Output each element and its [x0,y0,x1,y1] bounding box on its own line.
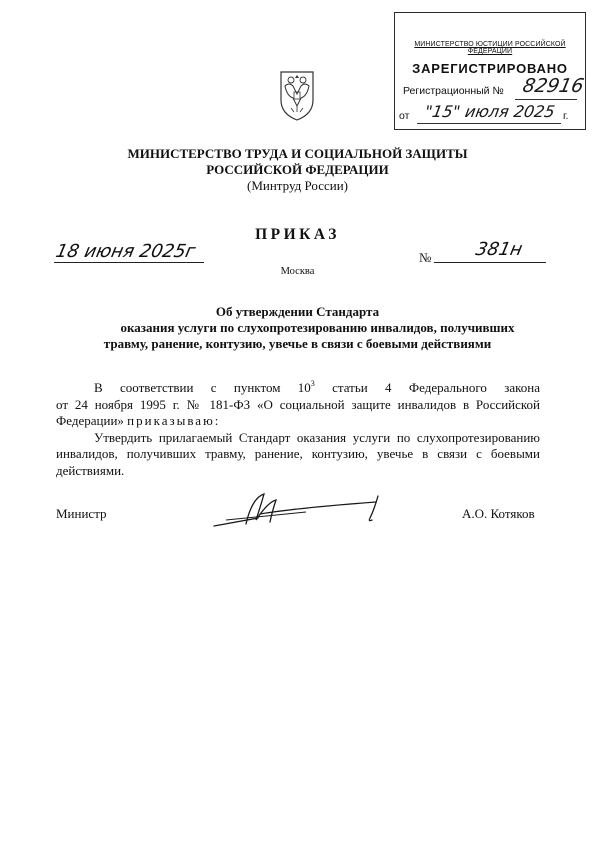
stamp-registered: ЗАРЕГИСТРИРОВАНО [412,61,568,76]
order-title-line3: травму, ранение, контузию, увечье в связи с боевыми действиями [103,336,492,351]
stamp-date-suffix: г. [563,110,569,122]
ministry-short-name: (Минтруд России) [246,178,349,193]
stamp-reg-number: 82916 [520,75,586,97]
stamp-date-prefix: от [399,110,410,122]
order-date: 18 июня 2025г [53,241,198,262]
superscript: 3 [310,379,315,388]
stamp-ministry: МИНИСТЕРСТВО ЮСТИЦИИ РОССИЙСКОЙ ФЕДЕРАЦИИ [414,41,566,55]
registration-stamp [394,12,586,130]
stamp-reg-label: Регистрационный № [403,85,504,97]
order-title-line2: оказания услуги по слухопротезированию инвалидов, получивших [120,320,515,335]
ministry-name-line1: МИНИСТЕРСТВО ТРУДА И СОЦИАЛЬНОЙ ЗАЩИТЫ [127,146,468,161]
body-paragraph-2-line2: инвалидов, получивших травму, ранение, контузию, увечье в связи с боевыми [56,446,540,461]
order-number-label: № [419,250,432,265]
order-number: 381н [473,239,525,260]
body-paragraph-1-line1 [56,380,540,397]
handwritten-signature [206,488,392,530]
order-number-underline [434,262,546,263]
body-text: Федерации» [56,413,128,428]
body-paragraph-2-line1: Утвердить прилагаемый Стандарт оказания услуги по слухопротезированию [94,429,540,445]
document-type: ПРИКАЗ [255,226,340,243]
order-city: Москва [280,266,315,277]
order-verb: приказываю: [127,413,221,428]
body-paragraph-1-line2: от 24 ноября 1995 г. № 181-ФЗ «О социальной защите инвалидов в Российской [56,396,540,412]
stamp-date-underline [417,123,561,124]
body-paragraph-1-line3 [56,413,540,430]
coat-of-arms-icon [277,66,317,122]
body-text: статьи 4 Федерального закона [314,380,540,395]
signer-role: Министр [56,506,107,521]
order-date-underline [54,262,204,263]
body-text: В соответствии с пунктом 10 [94,380,311,395]
stamp-date: "15" июля 2025 [423,102,557,121]
signer-name: А.О. Котяков [462,506,535,521]
body-paragraph-2-line3: действиями. [56,462,125,478]
ministry-name-line2: РОССИЙСКОЙ ФЕДЕРАЦИИ [206,162,389,177]
order-title-line1: Об утверждении Стандарта [215,304,380,319]
stamp-reg-underline [515,99,577,100]
